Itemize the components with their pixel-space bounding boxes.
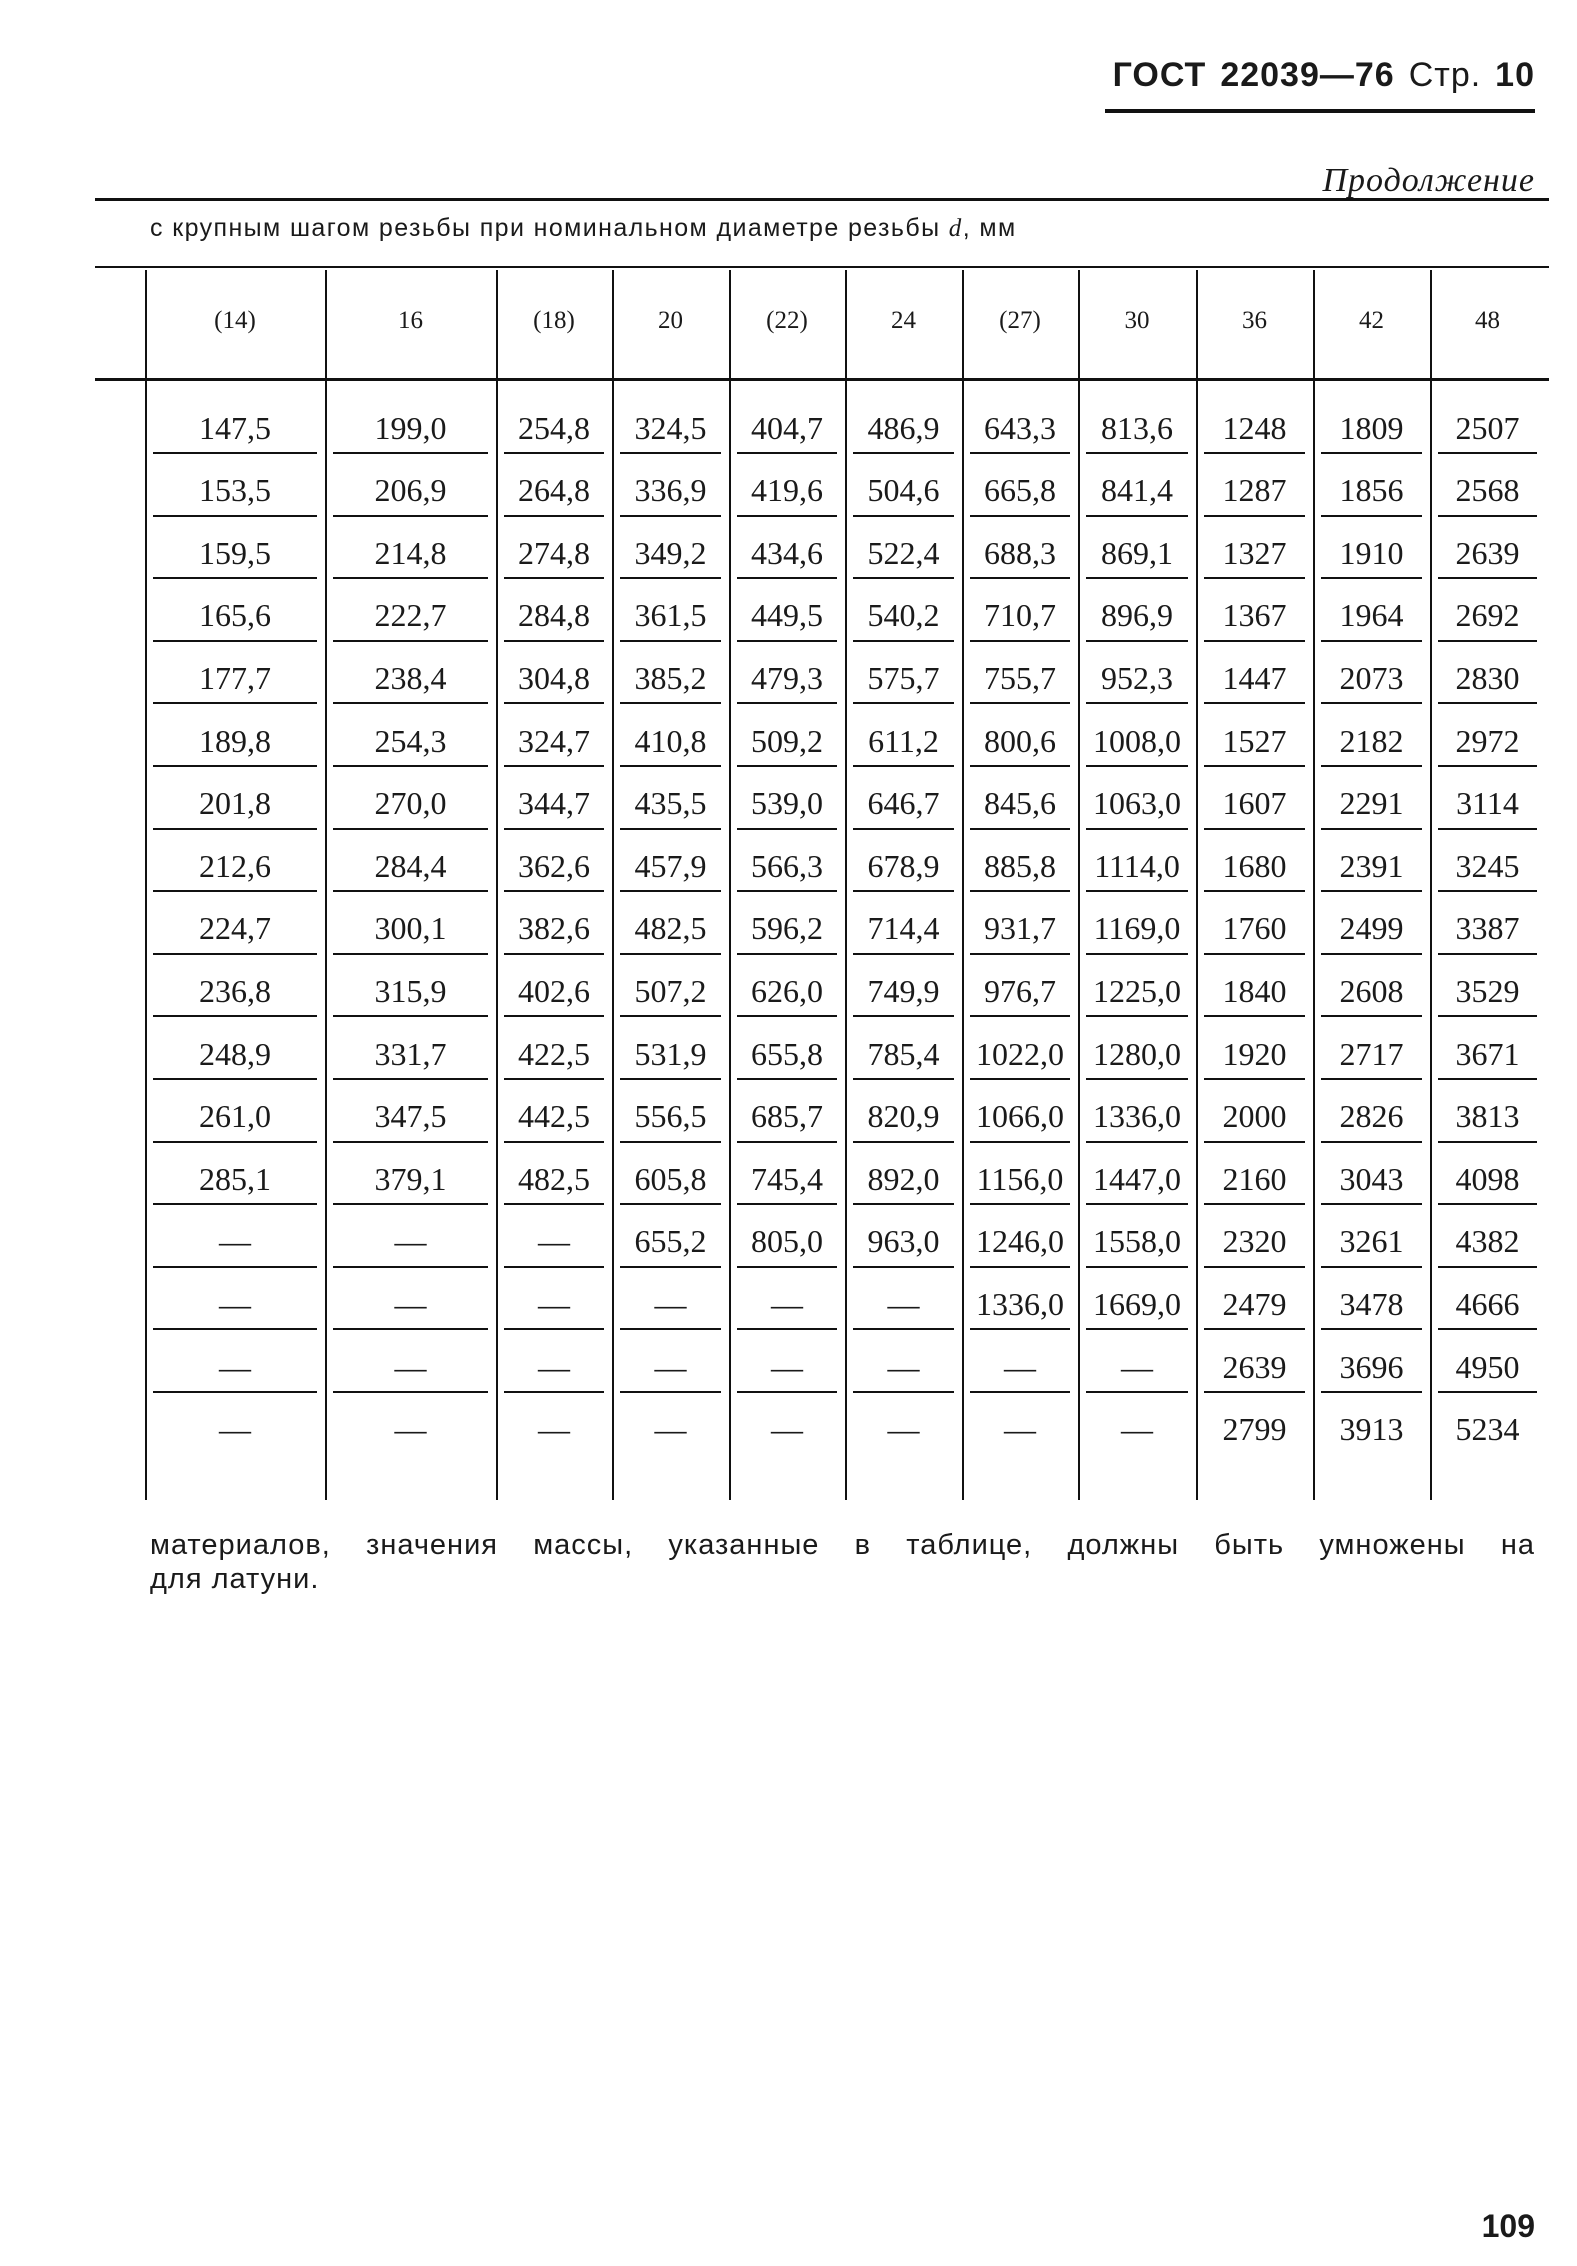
- table-cell: 1169,0: [1086, 905, 1188, 955]
- table-cell: 2507: [1438, 404, 1537, 454]
- table-cell: 1856: [1321, 467, 1422, 517]
- table-cell: 3261: [1321, 1218, 1422, 1268]
- table-caption-unit: , мм: [962, 214, 1017, 242]
- table-cell: 3245: [1438, 842, 1537, 892]
- table-cell: 385,2: [620, 654, 721, 704]
- table-cell: 1114,0: [1086, 842, 1188, 892]
- table-cell: 2568: [1438, 467, 1537, 517]
- table-cell: 1920: [1204, 1030, 1305, 1080]
- table-cell: 324,5: [620, 404, 721, 454]
- table-cell: 5234: [1455, 1411, 1520, 1448]
- table-cell: 479,3: [737, 654, 837, 704]
- table-cell: 3813: [1438, 1093, 1537, 1143]
- table-cell: 655,8: [737, 1030, 837, 1080]
- column-header: 16: [398, 306, 423, 334]
- table-cell: 1680: [1204, 842, 1305, 892]
- table-cell: 509,2: [737, 717, 837, 767]
- table-cell: 1022,0: [970, 1030, 1070, 1080]
- table-caption: [150, 214, 1017, 243]
- column-divider: [962, 270, 964, 1500]
- table-cell: 304,8: [504, 654, 604, 704]
- table-cell: 646,7: [853, 780, 954, 830]
- table-cell: —: [654, 1411, 687, 1448]
- table-cell: 435,5: [620, 780, 721, 830]
- table-cell: 3671: [1438, 1030, 1537, 1080]
- column-divider: [1078, 270, 1080, 1500]
- table-cell: 442,5: [504, 1093, 604, 1143]
- column-divider: [1430, 270, 1432, 1500]
- table-cell: 611,2: [853, 717, 954, 767]
- table-cell: 2608: [1321, 967, 1422, 1017]
- table-cell: 300,1: [333, 905, 488, 955]
- column-divider: [845, 270, 847, 1500]
- table-cell: 643,3: [970, 404, 1070, 454]
- table-cell: 1063,0: [1086, 780, 1188, 830]
- table-cell: 1327: [1204, 529, 1305, 579]
- column-header: 24: [891, 306, 916, 334]
- table-cell: 685,7: [737, 1093, 837, 1143]
- table-cell: 845,6: [970, 780, 1070, 830]
- table-cell: 3043: [1321, 1155, 1422, 1205]
- table-cell: 165,6: [153, 592, 317, 642]
- table-cell: —: [504, 1218, 604, 1268]
- column-divider: [325, 270, 327, 1500]
- table-cell: 805,0: [737, 1218, 837, 1268]
- table-cell: 710,7: [970, 592, 1070, 642]
- table-cell: 892,0: [853, 1155, 954, 1205]
- table-cell: 4098: [1438, 1155, 1537, 1205]
- column-header: 36: [1242, 306, 1267, 334]
- table-cell: 362,6: [504, 842, 604, 892]
- page-number: 109: [1481, 2208, 1535, 2244]
- table-cell: 274,8: [504, 529, 604, 579]
- table-cell: 1447,0: [1086, 1155, 1188, 1205]
- table-cell: 315,9: [333, 967, 488, 1017]
- table-cell: 331,7: [333, 1030, 488, 1080]
- table-cell: 422,5: [504, 1030, 604, 1080]
- table-cell: 4950: [1438, 1343, 1537, 1393]
- table-cell: 402,6: [504, 967, 604, 1017]
- column-divider: [496, 270, 498, 1500]
- table-cell: 749,9: [853, 967, 954, 1017]
- table-cell: 1008,0: [1086, 717, 1188, 767]
- table-cell: 2639: [1438, 529, 1537, 579]
- table-cell: 1225,0: [1086, 967, 1188, 1017]
- table-cell: 1607: [1204, 780, 1305, 830]
- continuation-label: Продолжение: [1322, 162, 1535, 199]
- table-cell: 2320: [1204, 1218, 1305, 1268]
- table-cell: 2639: [1204, 1343, 1305, 1393]
- table-cell: 379,1: [333, 1155, 488, 1205]
- table-cell: 1066,0: [970, 1093, 1070, 1143]
- page-ref: 10: [1495, 56, 1535, 94]
- table-cell: —: [333, 1218, 488, 1268]
- table-cell: 212,6: [153, 842, 317, 892]
- table-cell: 605,8: [620, 1155, 721, 1205]
- table-cell: —: [620, 1343, 721, 1393]
- table-cell: 2799: [1222, 1411, 1287, 1448]
- table-cell: 410,8: [620, 717, 721, 767]
- table-cell: 3913: [1339, 1411, 1404, 1448]
- table-cell: —: [737, 1343, 837, 1393]
- table-cell: 1447: [1204, 654, 1305, 704]
- table-cell: 285,1: [153, 1155, 317, 1205]
- table-cell: 404,7: [737, 404, 837, 454]
- table-cell: 755,7: [970, 654, 1070, 704]
- table-cell: 177,7: [153, 654, 317, 704]
- table-cell: 2972: [1438, 717, 1537, 767]
- table-cell: 2160: [1204, 1155, 1305, 1205]
- table-cell: —: [394, 1411, 427, 1448]
- table-cell: 507,2: [620, 967, 721, 1017]
- table-cell: 3114: [1438, 780, 1537, 830]
- table-cell: 841,4: [1086, 467, 1188, 517]
- table-cell: 539,0: [737, 780, 837, 830]
- table-cell: 1246,0: [970, 1218, 1070, 1268]
- table-cell: 2291: [1321, 780, 1422, 830]
- table-cell: 1669,0: [1086, 1280, 1188, 1330]
- page-label: Стр.: [1408, 56, 1482, 94]
- standard-number: 22039—76: [1220, 56, 1395, 94]
- table-cell: 2830: [1438, 654, 1537, 704]
- footnote-line-2: для латуни.: [150, 1563, 320, 1595]
- table-cell: 486,9: [853, 404, 954, 454]
- table-cell: 522,4: [853, 529, 954, 579]
- table-top-rule: [95, 198, 1549, 201]
- table-cell: 813,6: [1086, 404, 1188, 454]
- table-cell: 1840: [1204, 967, 1305, 1017]
- table-cell: 254,3: [333, 717, 488, 767]
- table-cell: 153,5: [153, 467, 317, 517]
- table-cell: 224,7: [153, 905, 317, 955]
- table-cell: 2692: [1438, 592, 1537, 642]
- column-header: (27): [999, 306, 1041, 334]
- table-cell: —: [771, 1411, 803, 1448]
- column-header: 30: [1124, 306, 1150, 334]
- table-cell: —: [219, 1411, 251, 1448]
- column-divider: [1196, 270, 1198, 1500]
- table-cell: 1367: [1204, 592, 1305, 642]
- table-cell: 2826: [1321, 1093, 1422, 1143]
- table-cell: 575,7: [853, 654, 954, 704]
- table-cell: 678,9: [853, 842, 954, 892]
- table-cell: 248,9: [153, 1030, 317, 1080]
- table-cell: 688,3: [970, 529, 1070, 579]
- table-cell: 4382: [1438, 1218, 1537, 1268]
- table-cell: 159,5: [153, 529, 317, 579]
- table-caption-text: с крупным шагом резьбы при номинальном диаметре резьбы: [150, 214, 941, 242]
- table-cell: —: [504, 1280, 604, 1330]
- table-cell: 264,8: [504, 467, 604, 517]
- table-cell: 236,8: [153, 967, 317, 1017]
- table-cell: 482,5: [504, 1155, 604, 1205]
- table-cell: 785,4: [853, 1030, 954, 1080]
- table-cell: 1156,0: [970, 1155, 1070, 1205]
- column-divider: [729, 270, 731, 1500]
- table-cell: 457,9: [620, 842, 721, 892]
- table-cell: 655,2: [620, 1218, 721, 1268]
- table-cell: 800,6: [970, 717, 1070, 767]
- table-cell: 419,6: [737, 467, 837, 517]
- table-cell: 1287: [1204, 467, 1305, 517]
- table-cell: 869,1: [1086, 529, 1188, 579]
- table-cell: 284,8: [504, 592, 604, 642]
- table-cell: 434,6: [737, 529, 837, 579]
- table-cell: 504,6: [853, 467, 954, 517]
- table-cell: 1280,0: [1086, 1030, 1188, 1080]
- table-cell: 714,4: [853, 905, 954, 955]
- table-cell: 347,5: [333, 1093, 488, 1143]
- column-header: (22): [766, 306, 808, 334]
- table-cell: 566,3: [737, 842, 837, 892]
- table-cell: 531,9: [620, 1030, 721, 1080]
- table-cell: —: [1121, 1411, 1153, 1448]
- table-cell: 745,4: [737, 1155, 837, 1205]
- table-cell: —: [153, 1343, 317, 1393]
- table-cell: 2182: [1321, 717, 1422, 767]
- column-divider: [145, 270, 147, 1500]
- table-cell: —: [333, 1343, 488, 1393]
- table-cell: 952,3: [1086, 654, 1188, 704]
- table-cell: 382,6: [504, 905, 604, 955]
- table-cell: 3696: [1321, 1343, 1422, 1393]
- table-cell: 201,8: [153, 780, 317, 830]
- table-cell: 820,9: [853, 1093, 954, 1143]
- table-cell: —: [853, 1343, 954, 1393]
- table-cell: 3529: [1438, 967, 1537, 1017]
- table-cell: 189,8: [153, 717, 317, 767]
- table-cell: 626,0: [737, 967, 837, 1017]
- table-cell: —: [737, 1280, 837, 1330]
- table-cell: 3387: [1438, 905, 1537, 955]
- column-divider: [1313, 270, 1315, 1500]
- table-cell: 336,9: [620, 467, 721, 517]
- table-header-rule: [95, 378, 1549, 381]
- standard-label: ГОСТ: [1112, 56, 1207, 94]
- footnote-line-1: материалов, значения массы, указанные в таблице, должны быть умножены на: [150, 1529, 1535, 1561]
- table-cell: 1248: [1204, 404, 1305, 454]
- table-cell: 1527: [1204, 717, 1305, 767]
- table-cell: —: [538, 1411, 570, 1448]
- table-cell: 261,0: [153, 1093, 317, 1143]
- table-cell: 931,7: [970, 905, 1070, 955]
- table-cell: 1558,0: [1086, 1218, 1188, 1268]
- table-cell: 482,5: [620, 905, 721, 955]
- table-cell: —: [1086, 1343, 1188, 1393]
- column-divider: [612, 270, 614, 1500]
- table-cell: 238,4: [333, 654, 488, 704]
- table-cell: 324,7: [504, 717, 604, 767]
- table-cell: 885,8: [970, 842, 1070, 892]
- table-cell: 214,8: [333, 529, 488, 579]
- footnote-text: [150, 1528, 1535, 1596]
- table-cell: 3478: [1321, 1280, 1422, 1330]
- column-header: 42: [1359, 306, 1384, 334]
- table-cell: 963,0: [853, 1218, 954, 1268]
- column-header: 20: [658, 306, 683, 334]
- column-header: 48: [1475, 306, 1500, 334]
- table-cell: 2073: [1321, 654, 1422, 704]
- table-cell: 1760: [1204, 905, 1305, 955]
- table-cell: —: [853, 1280, 954, 1330]
- column-header: (18): [533, 306, 575, 334]
- table-cell: —: [153, 1218, 317, 1268]
- table-cell: 222,7: [333, 592, 488, 642]
- page-header: [1105, 56, 1535, 113]
- table-cell: 344,7: [504, 780, 604, 830]
- table-cell: 199,0: [333, 404, 488, 454]
- table-cell: 596,2: [737, 905, 837, 955]
- table-cell: 147,5: [153, 404, 317, 454]
- table-cell: 2000: [1204, 1093, 1305, 1143]
- table-cell: —: [1004, 1411, 1036, 1448]
- table-cell: 2499: [1321, 905, 1422, 955]
- table-cell: 1336,0: [1086, 1093, 1188, 1143]
- table-cell: 896,9: [1086, 592, 1188, 642]
- table-cell: 449,5: [737, 592, 837, 642]
- table-cell: 2479: [1204, 1280, 1305, 1330]
- table-cell: —: [504, 1343, 604, 1393]
- table-cell: 556,5: [620, 1093, 721, 1143]
- table-cell: —: [620, 1280, 721, 1330]
- table-cell: 2391: [1321, 842, 1422, 892]
- table-cell: 1336,0: [970, 1280, 1070, 1330]
- table-cell: 540,2: [853, 592, 954, 642]
- table-cell: 349,2: [620, 529, 721, 579]
- table-cell: 976,7: [970, 967, 1070, 1017]
- table-cell: 254,8: [504, 404, 604, 454]
- table-cell: 1964: [1321, 592, 1422, 642]
- table-cell: 2717: [1321, 1030, 1422, 1080]
- table-cell: —: [153, 1280, 317, 1330]
- table-caption-symbol: d: [948, 215, 963, 242]
- table-cell: 361,5: [620, 592, 721, 642]
- table-cell: —: [887, 1411, 920, 1448]
- column-header: (14): [214, 306, 256, 334]
- table-cell: 284,4: [333, 842, 488, 892]
- table-cell: 206,9: [333, 467, 488, 517]
- table-cell: 270,0: [333, 780, 488, 830]
- table-cell: 1809: [1321, 404, 1422, 454]
- table-cell: —: [333, 1280, 488, 1330]
- table-cell: 4666: [1438, 1280, 1537, 1330]
- table-cell: 665,8: [970, 467, 1070, 517]
- table-cell: 1910: [1321, 529, 1422, 579]
- table-cell: —: [970, 1343, 1070, 1393]
